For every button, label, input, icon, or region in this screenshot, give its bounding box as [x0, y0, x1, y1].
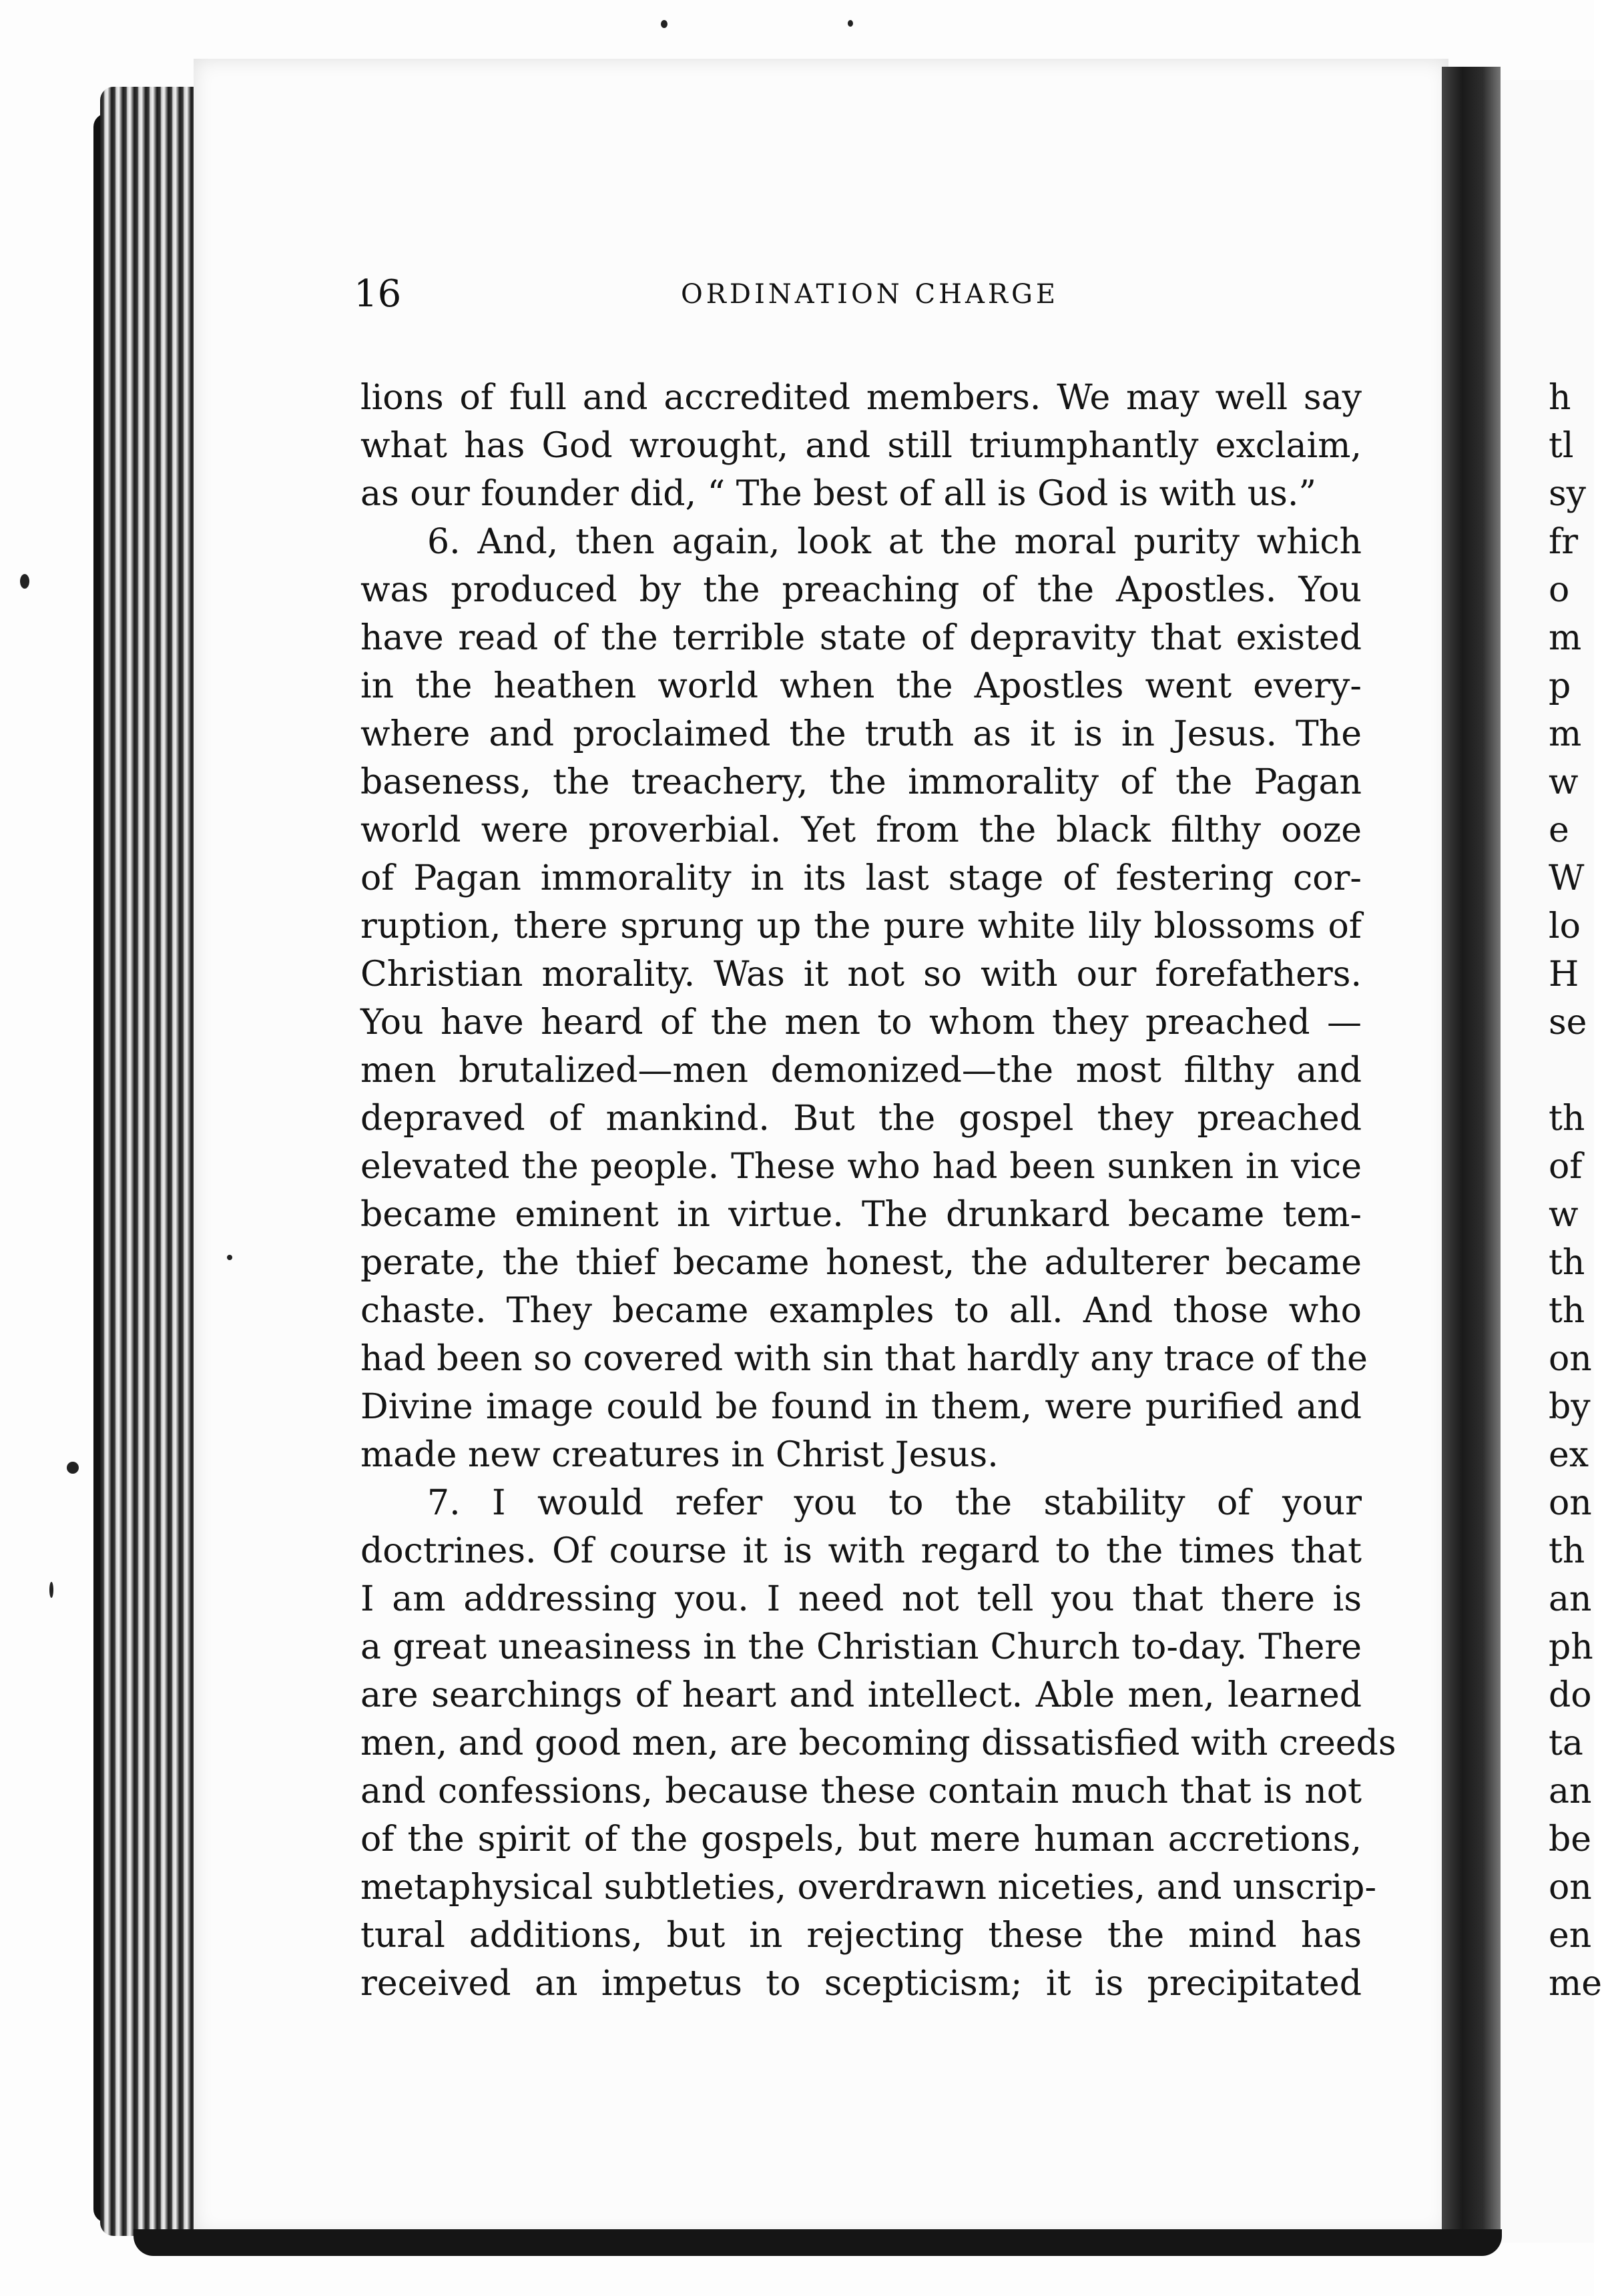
- text-line: depraved of mankind. But the gospel they preached: [360, 1099, 1362, 1139]
- facing-fragment: of: [1549, 1147, 1583, 1187]
- facing-fragment: th: [1549, 1099, 1585, 1139]
- facing-fragment: o: [1549, 570, 1570, 610]
- text-line: and confessions, because these contain much that is not: [360, 1771, 1362, 1811]
- facing-fragment: W: [1549, 858, 1585, 898]
- scan-speck: [227, 1255, 232, 1260]
- text-line: You have heard of the men to whom they preached —: [360, 1002, 1362, 1043]
- facing-fragment: an: [1549, 1579, 1592, 1619]
- page-edges: [100, 87, 200, 2236]
- text-line: elevated the people. These who had been sunken in vice: [360, 1147, 1362, 1187]
- facing-fragment: H: [1549, 954, 1579, 994]
- text-line: chaste. They became examples to all. And those who: [360, 1291, 1362, 1331]
- text-line: metaphysical subtleties, overdrawn niceties, and unscrip-: [360, 1868, 1377, 1908]
- text-line: tural additions, but in rejecting these the mind has: [360, 1916, 1362, 1956]
- scan-speck: [848, 20, 853, 27]
- scan-speck: [20, 574, 29, 589]
- text-line: had been so covered with sin that hardly any trace of the: [360, 1339, 1368, 1379]
- text-line: men brutalized—men demonized—the most filthy and: [360, 1051, 1362, 1091]
- text-line: a great uneasiness in the Christian Church to-day. There: [360, 1627, 1362, 1667]
- facing-fragment: lo: [1549, 906, 1581, 946]
- facing-fragment: m: [1549, 714, 1582, 754]
- facing-fragment: e: [1549, 810, 1569, 850]
- text-line: Christian morality. Was it not so with our forefathers.: [360, 954, 1362, 994]
- text-line: of Pagan immorality in its last stage of festering cor-: [360, 858, 1362, 898]
- page-header: [354, 272, 1342, 326]
- book-bottom-edge: [134, 2229, 1502, 2256]
- text-line: where and proclaimed the truth as it is in Jesus. The: [360, 714, 1362, 754]
- text-line: ruption, there sprung up the pure white lily blossoms of: [360, 906, 1362, 946]
- book-gutter: [1442, 67, 1501, 2229]
- text-line: I am addressing you. I need not tell you that there is: [360, 1579, 1362, 1619]
- facing-fragment: on: [1549, 1483, 1592, 1523]
- text-line: are searchings of heart and intellect. Able men, learned: [360, 1675, 1362, 1715]
- facing-fragment: h: [1549, 378, 1571, 418]
- text-line: what has God wrought, and still triumphantly exclaim,: [360, 426, 1362, 466]
- facing-fragment: me: [1549, 1964, 1602, 2004]
- facing-fragment: w: [1549, 1195, 1579, 1235]
- text-line: received an impetus to scepticism; it is precipitated: [360, 1964, 1362, 2004]
- text-line: as our founder did, “ The best of all is God is with us.”: [360, 474, 1316, 514]
- facing-fragment: sy: [1549, 474, 1587, 514]
- facing-fragment: ta: [1549, 1723, 1583, 1763]
- text-line: in the heathen world when the Apostles went every-: [360, 666, 1362, 706]
- facing-fragment: do: [1549, 1675, 1592, 1715]
- scan-speck: [49, 1582, 53, 1598]
- text-line: became eminent in virtue. The drunkard became tem-: [360, 1195, 1362, 1235]
- scan-speck: [67, 1462, 79, 1474]
- page-number: 16: [354, 272, 402, 316]
- text-line: perate, the thief became honest, the adulterer became: [360, 1243, 1362, 1283]
- facing-fragment: be: [1549, 1819, 1592, 1859]
- paragraph-7-start: 7. I would refer you to the stability of your: [427, 1483, 1362, 1523]
- facing-fragment: th: [1549, 1291, 1585, 1331]
- running-head: ORDINATION CHARGE: [681, 279, 1059, 310]
- facing-fragment: th: [1549, 1531, 1585, 1571]
- facing-fragment: ex: [1549, 1435, 1589, 1475]
- facing-fragment: m: [1549, 618, 1582, 658]
- text-line: was produced by the preaching of the Apostles. You: [360, 570, 1362, 610]
- facing-fragment: p: [1549, 666, 1571, 706]
- facing-fragment: on: [1549, 1339, 1592, 1379]
- facing-fragment: by: [1549, 1387, 1591, 1427]
- text-line: have read of the terrible state of depravity that existed: [360, 618, 1362, 658]
- facing-fragment: ph: [1549, 1627, 1593, 1667]
- text-line: doctrines. Of course it is with regard to the times that: [360, 1531, 1362, 1571]
- text-line: men, and good men, are becoming dissatisfied with creeds: [360, 1723, 1396, 1763]
- facing-fragment: en: [1549, 1916, 1592, 1956]
- facing-fragment: fr: [1549, 522, 1579, 562]
- facing-fragment: tl: [1549, 426, 1574, 466]
- paragraph-6-start: 6. And, then again, look at the moral purity which: [427, 522, 1362, 562]
- facing-fragment: th: [1549, 1243, 1585, 1283]
- facing-fragment: se: [1549, 1002, 1587, 1043]
- scan-speck: [661, 20, 668, 28]
- text-line: Divine image could be found in them, were purified and: [360, 1387, 1362, 1427]
- facing-fragment: on: [1549, 1868, 1592, 1908]
- text-line: of the spirit of the gospels, but mere human accretions,: [360, 1819, 1362, 1859]
- text-line: baseness, the treachery, the immorality of the Pagan: [360, 762, 1362, 802]
- text-line: world were proverbial. Yet from the black filthy ooze: [360, 810, 1362, 850]
- text-line: made new creatures in Christ Jesus.: [360, 1435, 999, 1475]
- facing-fragment: w: [1549, 762, 1579, 802]
- text-line: lions of full and accredited members. We may well say: [360, 378, 1362, 418]
- facing-fragment: an: [1549, 1771, 1592, 1811]
